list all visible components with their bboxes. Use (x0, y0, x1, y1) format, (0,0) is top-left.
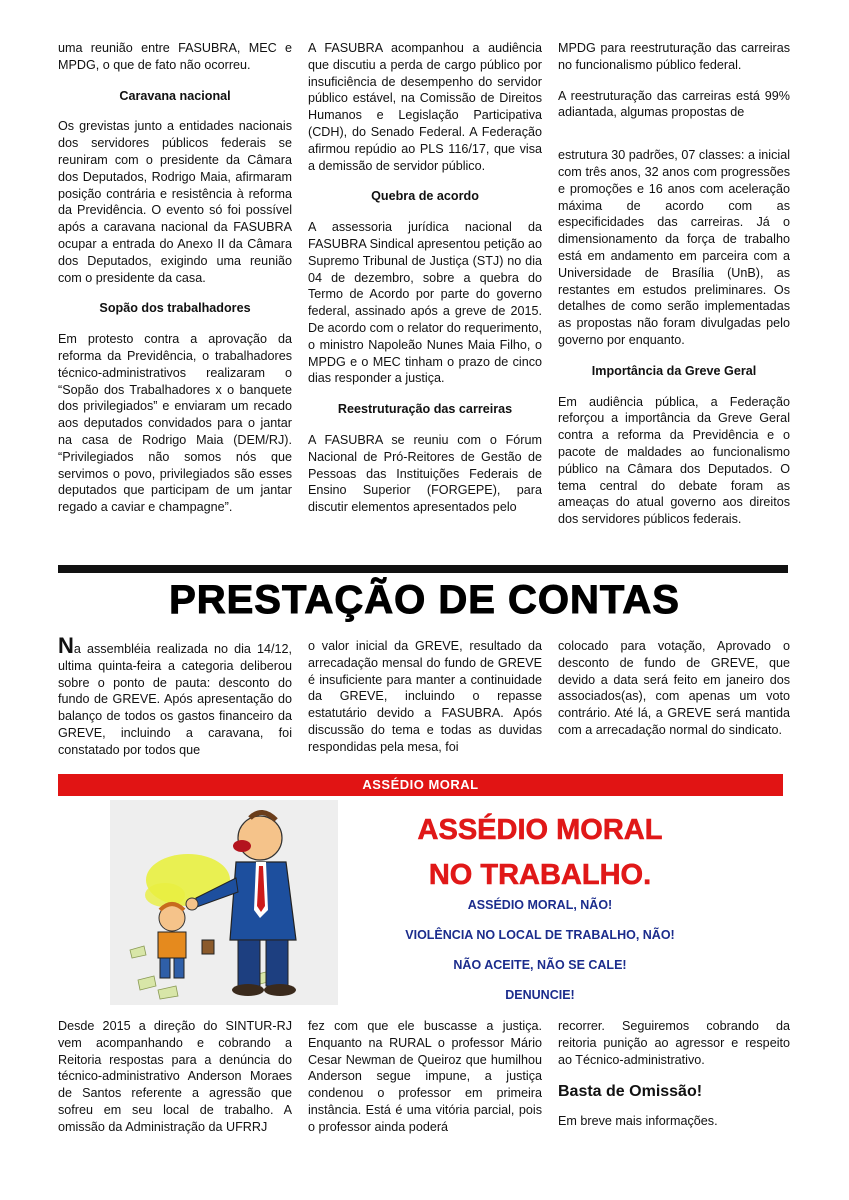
section-divider (58, 565, 788, 573)
basta-heading: Basta de Omissão! (558, 1083, 703, 1101)
paragraph: o valor inicial da GREVE, resultado da arrecadação mensal do fundo de GREVE é insuficiente para manter a continuidade da GREVE, incluindo o repasse estatutário devido a FASUBRA. Após discussão do tema e todas as duvidas respondidas pela mesa, foi (308, 639, 542, 754)
paragraph-text: a assembléia realizada no dia 14/12, ultima quinta-feira a categoria deliberou sobre o ponto de pauta: desconto do fundo de GREVE. Após apresentação do balanço de todos os gastos financeiro da GREVE, incluindo a caravana, foi constatado por todos que (58, 642, 292, 757)
paragraph (58, 633, 292, 759)
section-heading-caravana: Caravana nacional (119, 88, 231, 103)
slogan-2: VIOLÊNCIA NO LOCAL DE TRABALHO, NÃO! (405, 928, 675, 942)
slogan-4: DENUNCIE! (505, 988, 575, 1002)
paragraph: uma reunião entre FASUBRA, MEC e MPDG, o que de fato não ocorreu. (58, 41, 292, 72)
paragraph: Em audiência pública, a Federação reforçou a importância da Greve Geral contra a reforma da Previdência e o pacote de maldades ao funcionalismo público na Câmara dos Deputados. O tema central do debate foram as ameaças do atual governo aos direitos dos servidores públicos federais. (558, 394, 790, 527)
harassment-illustration (110, 800, 338, 1005)
paragraph: A FASUBRA se reuniu com o Fórum Nacional de Pró-Reitores de Gestão de Pessoas das Instituições Federais de Ensino Superior (FORGEPE), para discutir elementos apresentados pelo (308, 432, 542, 515)
section-heading-reestruturacao: Reestruturação das carreiras (337, 402, 513, 417)
assedio-column-1 (58, 1018, 292, 1150)
drop-cap: N (58, 633, 74, 658)
paragraph: Em protesto contra a aprovação da reforma da Previdência, o trabalhadores técnico-administrativos realizaram o “Sopão dos Trabalhadores x o banquete dos privilegiados” e enviaram um recado aos deputados convidados para o jantar na casa de Rodrigo Maia (DEM/RJ). “Privilegiados não somos nós que servimos o povo, privilegiados são esses deputados que participam de um jantar regado a caviar e champagne”. (58, 332, 292, 515)
top-column-1 (58, 40, 292, 530)
prestacao-column-3 (558, 638, 790, 753)
top-column-3 (558, 40, 790, 542)
slogan-1: ASSÉDIO MORAL, NÃO! (467, 898, 613, 912)
paragraph: colocado para votação, Aprovado o desconto de fundo de GREVE, que devido a data será feito em janeiro dos associados(as), com apenas um voto contrário. Até lá, a GREVE será mantida com a arrecadação normal do sindicato. (558, 639, 790, 737)
paragraph: Desde 2015 a direção do SINTUR-RJ vem acompanhando e cobrando a Reitoria respostas para a denúncia do técnico-administrativo Anderson Moraes de Santos referente a agressão que sofreu em seu local de trabalho. A omissão da Administração da UFRRJ (58, 1019, 292, 1134)
paragraph: recorrer. Seguiremos cobrando da reitoria punição ao agressor e respeito ao Técnico-administrativo. (558, 1019, 790, 1067)
paragraph: estrutura 30 padrões, 07 classes: a inicial com três anos, 32 anos com progressões e promoções e 16 anos com aceleração máxima de acordo com as especificidades das carreiras. Já o dimensionamento da força de trabalho está em andamento em parceira com a Universidade de Brasília (UnB), as restantes em estudos preliminares. Os detalhes de como serão implementadas as propostas não foram divulgadas pelo governo por enquanto. (558, 148, 790, 347)
top-column-2 (308, 40, 542, 530)
assedio-title-line-2: NO TRABALHO. (428, 859, 652, 891)
prestacao-column-1 (58, 633, 292, 773)
prestacao-title: PRESTAÇÃO DE CONTAS (169, 578, 680, 622)
assedio-column-3 (558, 1018, 790, 1144)
assedio-title-line-1: ASSÉDIO MORAL (417, 814, 663, 846)
paragraph: Os grevistas junto a entidades nacionais dos servidores públicos federais se reuniram com o presidente da Câmara dos Deputados, Rodrigo Maia, afirmaram posição contrária e resistência à reforma da Previdência. O evento só foi possível após a caravana nacional da FASUBRA ocupar a entrada do Anexo II da Câmara dos Deputados, exigindo uma reunião com o presidente da casa. (58, 119, 292, 285)
slogan-3: NÃO ACEITE, NÃO SE CALE! (453, 958, 627, 972)
section-heading-sopao: Sopão dos trabalhadores (99, 301, 251, 316)
section-heading-importancia: Importância da Greve Geral (591, 363, 757, 378)
paragraph: A assessoria jurídica nacional da FASUBRA Sindical apresentou petição ao Supremo Tribunal de Justiça (STJ) no dia 04 de dezembro, sobre a quebra do Termo de Acordo por parte do governo federal, assinado após a greve de 2015. De acordo com o relator do requerimento, o ministro Napoleão Nunes Maia Filho, o MPDG e o MEC tinham o prazo de cinco dias responder a justiça. (308, 220, 542, 386)
paragraph: fez com que ele buscasse a justiça. Enquanto na RURAL o professor Mário Cesar Newman de Queiroz que humilhou Anderson segue impune, a justiça condenou o professor em primeira instância. Está é uma vitória parcial, pois o professor ainda poderá (308, 1019, 542, 1134)
section-heading-quebra: Quebra de acordo (371, 189, 479, 204)
section-banner-assedio: ASSÉDIO MORAL (58, 774, 783, 796)
paragraph: Em breve mais informações. (558, 1114, 718, 1129)
paragraph: MPDG para reestruturação das carreiras no funcionalismo público federal. (558, 41, 790, 72)
assedio-column-2 (308, 1018, 542, 1150)
paragraph: A FASUBRA acompanhou a audiência que discutiu a perda de cargo público por insuficiência de desempenho do servidor público estável, na Comissão de Direitos Humanos e Legislação Participativa (CDH), do Senado Federal. A Federação afirmou repúdio ao PLS 116/17, que visa a demissão de servidor público. (308, 41, 542, 173)
paragraph: A reestruturação das carreiras está 99% adiantada, algumas propostas de (558, 88, 790, 120)
prestacao-column-2 (308, 638, 542, 770)
